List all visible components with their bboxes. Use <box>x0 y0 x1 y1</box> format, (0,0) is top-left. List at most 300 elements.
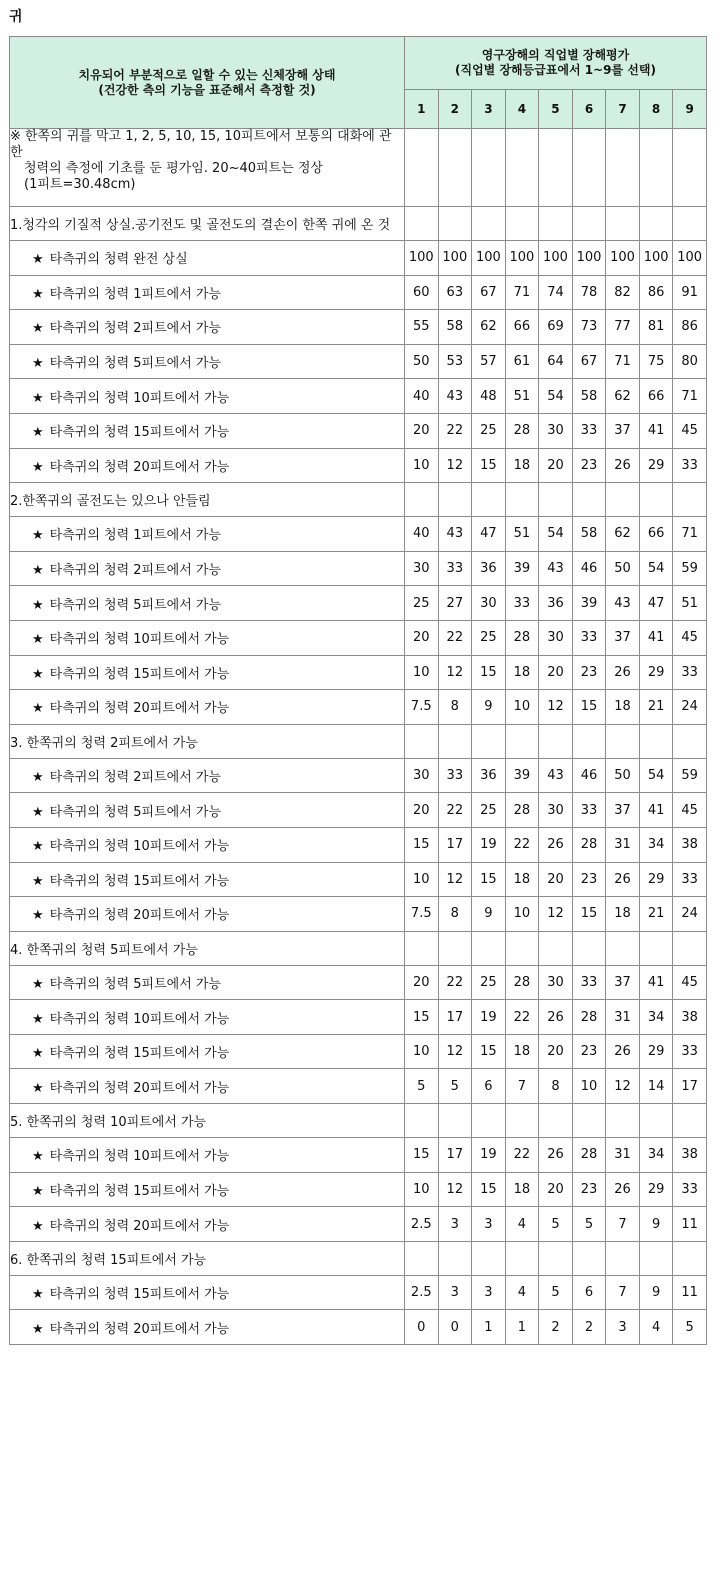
empty-cell <box>572 483 606 517</box>
value-cell: 46 <box>572 758 606 793</box>
value-cell: 15 <box>472 1172 506 1207</box>
value-cell: 14 <box>639 1069 673 1104</box>
value-cell: 54 <box>639 551 673 586</box>
value-cell: 15 <box>472 448 506 483</box>
value-cell: 5 <box>673 1310 707 1345</box>
row-label-cell <box>10 1310 405 1345</box>
value-cell: 19 <box>472 1138 506 1173</box>
empty-cell <box>673 931 707 965</box>
value-cell: 66 <box>639 379 673 414</box>
value-cell: 33 <box>673 655 707 690</box>
value-cell: 26 <box>606 655 640 690</box>
row-label-cell <box>10 655 405 690</box>
value-cell: 11 <box>673 1275 707 1310</box>
value-cell: 41 <box>639 793 673 828</box>
value-cell: 15 <box>405 1000 439 1035</box>
value-cell: 26 <box>606 1034 640 1069</box>
row-label: 타측귀의 청력 5피트에서 가능 <box>49 804 222 820</box>
value-cell: 10 <box>405 1172 439 1207</box>
value-cell: 31 <box>606 1000 640 1035</box>
value-cell: 15 <box>472 655 506 690</box>
value-cell: 33 <box>572 620 606 655</box>
value-cell: 17 <box>438 827 472 862</box>
value-cell: 20 <box>539 448 573 483</box>
empty-cell <box>438 129 472 207</box>
value-cell: 37 <box>606 965 640 1000</box>
empty-cell <box>639 931 673 965</box>
value-cell: 60 <box>405 275 439 310</box>
empty-cell <box>606 1241 640 1275</box>
value-cell: 23 <box>572 1034 606 1069</box>
row-label-cell <box>10 448 405 483</box>
value-cell: 30 <box>539 620 573 655</box>
value-cell: 3 <box>472 1207 506 1242</box>
row-label: 타측귀의 청력 1피트에서 가능 <box>49 286 222 302</box>
empty-cell <box>505 1241 539 1275</box>
value-cell: 58 <box>572 517 606 552</box>
value-cell: 17 <box>438 1138 472 1173</box>
value-cell: 59 <box>673 758 707 793</box>
section-row <box>10 207 707 241</box>
row-label: 타측귀의 청력 15피트에서 가능 <box>49 1183 230 1199</box>
value-cell: 9 <box>639 1207 673 1242</box>
row-label-cell <box>10 551 405 586</box>
value-cell: 24 <box>673 690 707 725</box>
star-icon: ★ <box>32 873 44 889</box>
value-cell: 31 <box>606 827 640 862</box>
value-cell: 33 <box>572 413 606 448</box>
empty-cell <box>539 483 573 517</box>
table-row <box>10 551 707 586</box>
value-cell: 22 <box>438 965 472 1000</box>
empty-cell <box>472 1241 506 1275</box>
note-line3: (1피트=30.48cm) <box>24 177 136 192</box>
value-cell: 57 <box>472 344 506 379</box>
value-cell: 71 <box>505 275 539 310</box>
value-cell: 7 <box>606 1275 640 1310</box>
row-label: 타측귀의 청력 15피트에서 가능 <box>49 666 230 682</box>
table-row <box>10 1207 707 1242</box>
grade-column-header: 6 <box>572 90 606 129</box>
value-cell: 10 <box>405 1034 439 1069</box>
star-icon: ★ <box>32 632 44 648</box>
empty-cell <box>438 1104 472 1138</box>
value-cell: 12 <box>438 655 472 690</box>
row-label-cell <box>10 862 405 897</box>
value-cell: 4 <box>505 1207 539 1242</box>
empty-cell <box>673 1241 707 1275</box>
value-cell: 10 <box>505 690 539 725</box>
note-line1: 한쪽의 귀를 막고 1, 2, 5, 10, 15, 10피트에서 보통의 대화에 관한 <box>10 129 392 160</box>
empty-cell <box>505 931 539 965</box>
star-icon: ★ <box>32 701 44 717</box>
empty-cell <box>405 1241 439 1275</box>
star-icon: ★ <box>32 908 44 924</box>
value-cell: 18 <box>505 655 539 690</box>
value-cell: 9 <box>472 690 506 725</box>
empty-cell <box>639 129 673 207</box>
value-cell: 46 <box>572 551 606 586</box>
value-cell: 27 <box>438 586 472 621</box>
table-row <box>10 310 707 345</box>
value-cell: 54 <box>539 517 573 552</box>
row-label-cell <box>10 344 405 379</box>
value-cell: 20 <box>539 1034 573 1069</box>
value-cell: 100 <box>438 241 472 276</box>
row-label-cell <box>10 1034 405 1069</box>
value-cell: 29 <box>639 655 673 690</box>
row-label: 타측귀의 청력 15피트에서 가능 <box>49 873 230 889</box>
star-icon: ★ <box>32 390 44 406</box>
star-icon: ★ <box>32 528 44 544</box>
value-cell: 22 <box>438 793 472 828</box>
value-cell: 29 <box>639 862 673 897</box>
empty-cell <box>673 129 707 207</box>
value-cell: 4 <box>505 1275 539 1310</box>
empty-cell <box>405 207 439 241</box>
star-icon: ★ <box>32 1287 44 1303</box>
value-cell: 28 <box>505 793 539 828</box>
table-row <box>10 448 707 483</box>
value-cell: 20 <box>539 1172 573 1207</box>
value-cell: 17 <box>673 1069 707 1104</box>
empty-cell <box>606 1104 640 1138</box>
value-cell: 28 <box>505 620 539 655</box>
table-row <box>10 241 707 276</box>
value-cell: 71 <box>673 379 707 414</box>
value-cell: 69 <box>539 310 573 345</box>
table-row <box>10 275 707 310</box>
empty-cell <box>606 129 640 207</box>
value-cell: 8 <box>438 690 472 725</box>
empty-cell <box>405 1104 439 1138</box>
value-cell: 29 <box>639 448 673 483</box>
value-cell: 18 <box>505 448 539 483</box>
value-cell: 6 <box>472 1069 506 1104</box>
value-cell: 5 <box>539 1275 573 1310</box>
section-row <box>10 724 707 758</box>
section-row <box>10 483 707 517</box>
value-cell: 37 <box>606 620 640 655</box>
empty-cell <box>539 207 573 241</box>
value-cell: 36 <box>539 586 573 621</box>
empty-cell <box>673 483 707 517</box>
value-cell: 12 <box>438 448 472 483</box>
value-cell: 51 <box>505 379 539 414</box>
star-icon: ★ <box>32 666 44 682</box>
star-icon: ★ <box>32 1183 44 1199</box>
value-cell: 25 <box>472 620 506 655</box>
section-title: 5. 한쪽귀의 청력 10피트에서 가능 <box>10 1104 405 1138</box>
value-cell: 100 <box>606 241 640 276</box>
star-icon: ★ <box>32 1080 44 1096</box>
value-cell: 15 <box>572 690 606 725</box>
row-label: 타측귀의 청력 15피트에서 가능 <box>49 425 230 441</box>
value-cell: 22 <box>505 827 539 862</box>
value-cell: 25 <box>472 793 506 828</box>
value-cell: 62 <box>606 517 640 552</box>
row-label: 타측귀의 청력 2피트에서 가능 <box>49 321 222 337</box>
value-cell: 29 <box>639 1034 673 1069</box>
value-cell: 10 <box>405 862 439 897</box>
value-cell: 5 <box>539 1207 573 1242</box>
value-cell: 15 <box>472 1034 506 1069</box>
value-cell: 18 <box>505 1034 539 1069</box>
value-cell: 15 <box>405 827 439 862</box>
value-cell: 50 <box>606 758 640 793</box>
value-cell: 74 <box>539 275 573 310</box>
value-cell: 20 <box>405 965 439 1000</box>
row-label-cell <box>10 241 405 276</box>
empty-cell <box>673 207 707 241</box>
empty-cell <box>438 1241 472 1275</box>
value-cell: 15 <box>572 897 606 932</box>
row-label: 타측귀의 청력 2피트에서 가능 <box>49 563 222 579</box>
value-cell: 12 <box>539 897 573 932</box>
row-label-cell <box>10 690 405 725</box>
value-cell: 2 <box>572 1310 606 1345</box>
section-title: 3. 한쪽귀의 청력 2피트에서 가능 <box>10 724 405 758</box>
table-row <box>10 586 707 621</box>
value-cell: 100 <box>639 241 673 276</box>
star-icon: ★ <box>32 597 44 613</box>
row-label: 타측귀의 청력 완전 상실 <box>49 252 188 268</box>
empty-cell <box>438 724 472 758</box>
value-cell: 23 <box>572 1172 606 1207</box>
section-title: 2.한쪽귀의 골전도는 있으나 안들림 <box>10 483 405 517</box>
value-cell: 15 <box>405 1138 439 1173</box>
value-cell: 59 <box>673 551 707 586</box>
value-cell: 47 <box>639 586 673 621</box>
value-cell: 6 <box>572 1275 606 1310</box>
value-cell: 66 <box>505 310 539 345</box>
value-cell: 26 <box>539 827 573 862</box>
table-row <box>10 827 707 862</box>
row-label: 타측귀의 청력 10피트에서 가능 <box>49 1149 230 1165</box>
value-cell: 45 <box>673 793 707 828</box>
value-cell: 18 <box>606 690 640 725</box>
section-title: 4. 한쪽귀의 청력 5피트에서 가능 <box>10 931 405 965</box>
value-cell: 10 <box>405 448 439 483</box>
row-label-cell <box>10 897 405 932</box>
row-label: 타측귀의 청력 15피트에서 가능 <box>49 1287 230 1303</box>
value-cell: 33 <box>673 1172 707 1207</box>
value-cell: 8 <box>438 897 472 932</box>
star-icon: ★ <box>32 459 44 475</box>
value-cell: 28 <box>572 1138 606 1173</box>
value-cell: 80 <box>673 344 707 379</box>
value-cell: 40 <box>405 379 439 414</box>
empty-cell <box>539 129 573 207</box>
row-label: 타측귀의 청력 20피트에서 가능 <box>49 1080 230 1096</box>
value-cell: 7.5 <box>405 690 439 725</box>
table-row <box>10 1310 707 1345</box>
table-row <box>10 758 707 793</box>
value-cell: 28 <box>572 1000 606 1035</box>
grade-column-header: 5 <box>539 90 573 129</box>
grade-column-header: 9 <box>673 90 707 129</box>
value-cell: 0 <box>438 1310 472 1345</box>
value-cell: 81 <box>639 310 673 345</box>
star-icon: ★ <box>32 804 44 820</box>
empty-cell <box>405 724 439 758</box>
value-cell: 86 <box>673 310 707 345</box>
value-cell: 43 <box>438 379 472 414</box>
empty-cell <box>438 931 472 965</box>
value-cell: 3 <box>438 1207 472 1242</box>
value-cell: 100 <box>505 241 539 276</box>
value-cell: 21 <box>639 690 673 725</box>
value-cell: 12 <box>438 1172 472 1207</box>
value-cell: 28 <box>505 413 539 448</box>
value-cell: 55 <box>405 310 439 345</box>
value-cell: 3 <box>606 1310 640 1345</box>
value-cell: 33 <box>673 862 707 897</box>
empty-cell <box>505 129 539 207</box>
star-icon: ★ <box>32 563 44 579</box>
condition-header <box>10 37 405 129</box>
row-label-cell <box>10 965 405 1000</box>
row-label-cell <box>10 1172 405 1207</box>
value-cell: 50 <box>606 551 640 586</box>
value-cell: 1 <box>472 1310 506 1345</box>
value-cell: 30 <box>405 551 439 586</box>
value-cell: 28 <box>505 965 539 1000</box>
value-cell: 33 <box>438 758 472 793</box>
section-row <box>10 1241 707 1275</box>
value-cell: 39 <box>572 586 606 621</box>
section-title: 6. 한쪽귀의 청력 15피트에서 가능 <box>10 1241 405 1275</box>
value-cell: 5 <box>572 1207 606 1242</box>
row-label: 타측귀의 청력 10피트에서 가능 <box>49 390 230 406</box>
value-cell: 1 <box>505 1310 539 1345</box>
empty-cell <box>673 724 707 758</box>
value-cell: 3 <box>438 1275 472 1310</box>
value-cell: 62 <box>472 310 506 345</box>
value-cell: 7.5 <box>405 897 439 932</box>
value-cell: 45 <box>673 965 707 1000</box>
note-mark-icon: ※ <box>10 129 21 144</box>
table-row <box>10 413 707 448</box>
value-cell: 10 <box>405 655 439 690</box>
condition-header-line2: (건강한 측의 기능을 표준해서 측정할 것) <box>98 82 316 97</box>
value-cell: 33 <box>438 551 472 586</box>
table-row <box>10 620 707 655</box>
value-cell: 25 <box>405 586 439 621</box>
value-cell: 26 <box>606 448 640 483</box>
value-cell: 30 <box>405 758 439 793</box>
star-icon: ★ <box>32 1149 44 1165</box>
row-label: 타측귀의 청력 10피트에서 가능 <box>49 839 230 855</box>
value-cell: 50 <box>405 344 439 379</box>
value-cell: 38 <box>673 1138 707 1173</box>
value-cell: 3 <box>472 1275 506 1310</box>
row-label-cell <box>10 1275 405 1310</box>
value-cell: 45 <box>673 413 707 448</box>
star-icon: ★ <box>32 839 44 855</box>
value-cell: 20 <box>539 862 573 897</box>
value-cell: 62 <box>606 379 640 414</box>
value-cell: 25 <box>472 965 506 1000</box>
value-cell: 9 <box>639 1275 673 1310</box>
value-cell: 12 <box>539 690 573 725</box>
value-cell: 75 <box>639 344 673 379</box>
row-label-cell <box>10 793 405 828</box>
value-cell: 30 <box>539 413 573 448</box>
empty-cell <box>505 1104 539 1138</box>
row-label-cell <box>10 827 405 862</box>
value-cell: 47 <box>472 517 506 552</box>
empty-cell <box>673 1104 707 1138</box>
value-cell: 43 <box>539 758 573 793</box>
empty-cell <box>539 931 573 965</box>
empty-cell <box>572 207 606 241</box>
star-icon: ★ <box>32 1321 44 1337</box>
value-cell: 9 <box>472 897 506 932</box>
star-icon: ★ <box>32 425 44 441</box>
value-cell: 33 <box>572 793 606 828</box>
value-cell: 45 <box>673 620 707 655</box>
note-row <box>10 129 707 207</box>
note-line2: 청력의 측정에 기초를 둔 평가임. 20~40피트는 정상 <box>24 161 323 176</box>
empty-cell <box>606 483 640 517</box>
value-cell: 43 <box>438 517 472 552</box>
value-cell: 31 <box>606 1138 640 1173</box>
star-icon: ★ <box>32 1046 44 1062</box>
value-cell: 36 <box>472 758 506 793</box>
empty-cell <box>606 207 640 241</box>
star-icon: ★ <box>32 356 44 372</box>
value-cell: 10 <box>572 1069 606 1104</box>
note-cell <box>10 129 405 207</box>
empty-cell <box>405 483 439 517</box>
value-cell: 26 <box>539 1000 573 1035</box>
value-cell: 15 <box>472 862 506 897</box>
value-cell: 7 <box>606 1207 640 1242</box>
value-cell: 33 <box>505 586 539 621</box>
empty-cell <box>505 207 539 241</box>
row-label: 타측귀의 청력 20피트에서 가능 <box>49 459 230 475</box>
value-cell: 0 <box>405 1310 439 1345</box>
empty-cell <box>572 1104 606 1138</box>
row-label: 타측귀의 청력 1피트에서 가능 <box>49 528 222 544</box>
row-label-cell <box>10 1207 405 1242</box>
row-label-cell <box>10 620 405 655</box>
empty-cell <box>405 129 439 207</box>
value-cell: 30 <box>539 793 573 828</box>
row-label: 타측귀의 청력 10피트에서 가능 <box>49 632 230 648</box>
value-cell: 41 <box>639 620 673 655</box>
value-cell: 63 <box>438 275 472 310</box>
empty-cell <box>539 1104 573 1138</box>
empty-cell <box>639 207 673 241</box>
value-cell: 41 <box>639 413 673 448</box>
empty-cell <box>572 1241 606 1275</box>
value-cell: 100 <box>572 241 606 276</box>
star-icon: ★ <box>32 252 44 268</box>
value-cell: 40 <box>405 517 439 552</box>
value-cell: 33 <box>673 448 707 483</box>
value-cell: 41 <box>639 965 673 1000</box>
row-label-cell <box>10 758 405 793</box>
value-cell: 39 <box>505 551 539 586</box>
empty-cell <box>572 724 606 758</box>
value-cell: 2 <box>539 1310 573 1345</box>
value-cell: 8 <box>539 1069 573 1104</box>
row-label-cell <box>10 517 405 552</box>
empty-cell <box>639 1241 673 1275</box>
table-row <box>10 1172 707 1207</box>
